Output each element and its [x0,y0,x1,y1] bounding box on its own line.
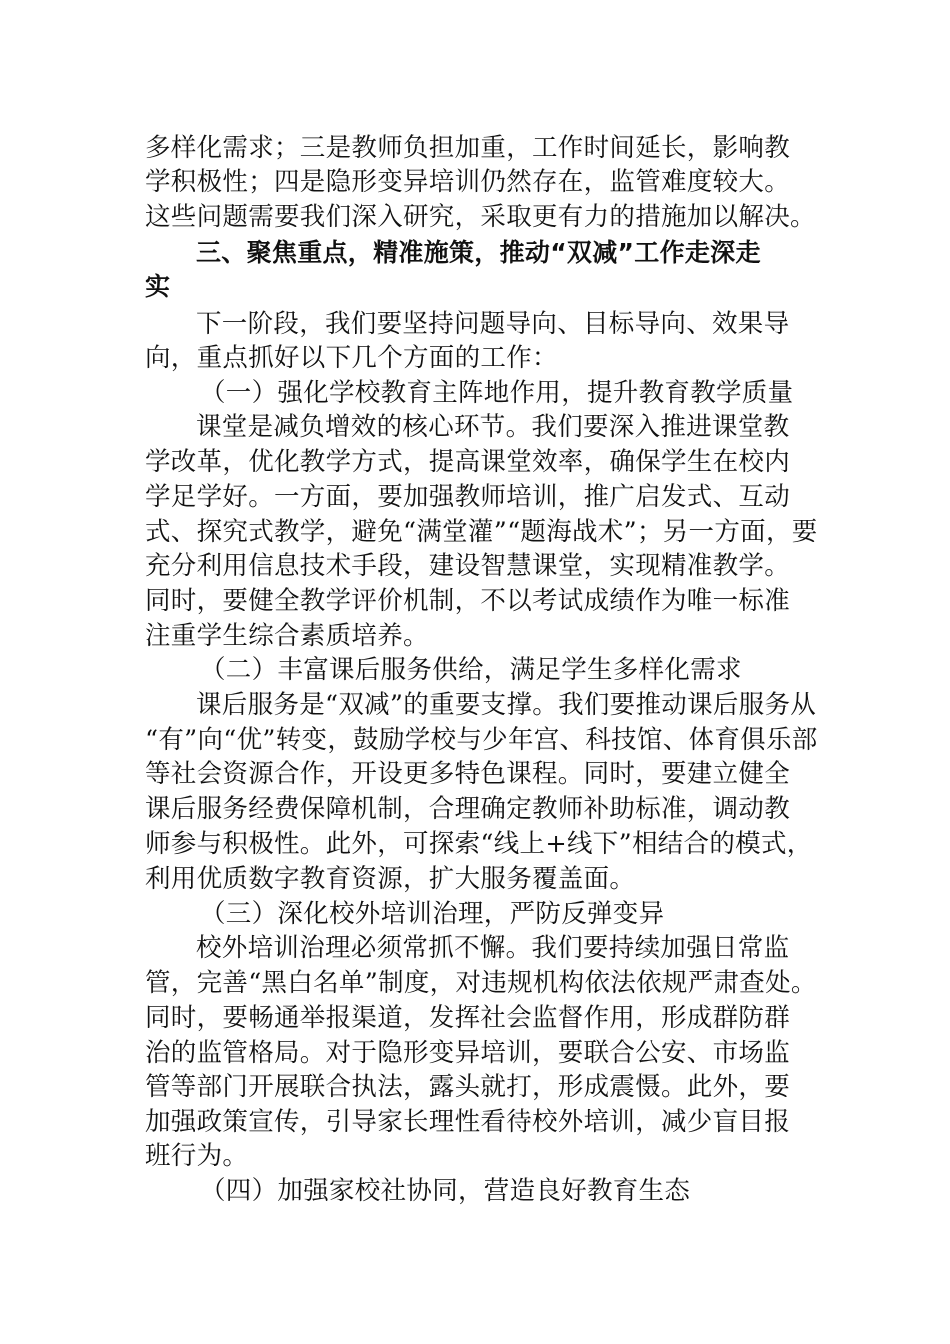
paragraph-line: 课后服务经费保障机制，合理确定教师补助标准，调动教 [145,794,791,824]
paragraph-line: 课堂是减负增效的核心环节。我们要深入推进课堂教 [196,412,790,442]
section-heading: 三、聚焦重点，精准施策，推动“双减”工作走深走 [196,238,761,267]
paragraph-line: 师参与积极性。此外，可探索“线上+线下”相结合的模式， [145,829,813,859]
paragraph-line: 式、探究式教学，避免“满堂灌”“题海战术”；另一方面，要 [145,517,818,547]
paragraph-line: 同时，要畅通举报渠道，发挥社会监督作用，形成群防群 [145,1003,791,1033]
paragraph-line: 管等部门开展联合执法，露头就打，形成震慑。此外，要 [145,1072,791,1102]
subsection-heading: （三）深化校外培训治理，严防反弹变异 [200,899,665,929]
paragraph-line: 管，完善“黑白名单”制度，对违规机构依法依规严肃查处。 [145,968,817,998]
paragraph-line: 班行为。 [145,1141,249,1171]
paragraph-line: 加强政策宣传，引导家长理性看待校外培训，减少盲目报 [145,1107,791,1137]
paragraph-line: 课后服务是“双减”的重要支撑。我们要推动课后服务从 [196,690,817,720]
paragraph-line: 利用优质数字教育资源，扩大服务覆盖面。 [145,864,636,894]
paragraph-line: 下一阶段，我们要坚持问题导向、目标导向、效果导 [196,309,790,339]
paragraph-line: 校外培训治理必须常抓不懈。我们要持续加强日常监 [196,933,790,963]
paragraph-line: 学改革，优化教学方式，提高课堂效率，确保学生在校内 [145,447,791,477]
paragraph-line: 这些问题需要我们深入研究，采取更有力的措施加以解决。 [145,202,816,232]
subsection-heading: （四）加强家校社协同，营造良好教育生态 [200,1176,691,1206]
paragraph-line: 注重学生综合素质培养。 [145,621,429,651]
paragraph-line: 学积极性；四是隐形变异培训仍然存在，监管难度较大。 [145,167,791,197]
paragraph-line: “有”向“优”转变，鼓励学校与少年宫、科技馆、体育俱乐部 [145,725,818,755]
paragraph-line: 学足学好。一方面，要加强教师培训，推广启发式、互动 [145,482,791,512]
subsection-heading: （一）强化学校教育主阵地作用，提升教育教学质量 [200,378,794,408]
paragraph-line: 同时，要健全教学评价机制，不以考试成绩作为唯一标准 [145,586,791,616]
paragraph-line: 治的监管格局。对于隐形变异培训，要联合公安、市场监 [145,1038,791,1068]
paragraph-line: 等社会资源合作，开设更多特色课程。同时，要建立健全 [145,759,791,789]
subsection-heading: （二）丰富课后服务供给，满足学生多样化需求 [200,655,742,685]
paragraph-line: 充分利用信息技术手段，建设智慧课堂，实现精准教学。 [145,551,791,581]
paragraph-line: 多样化需求；三是教师负担加重，工作时间延长，影响教 [145,133,791,163]
section-heading-continued: 实 [145,272,171,301]
paragraph-line: 向，重点抓好以下几个方面的工作： [145,343,558,373]
